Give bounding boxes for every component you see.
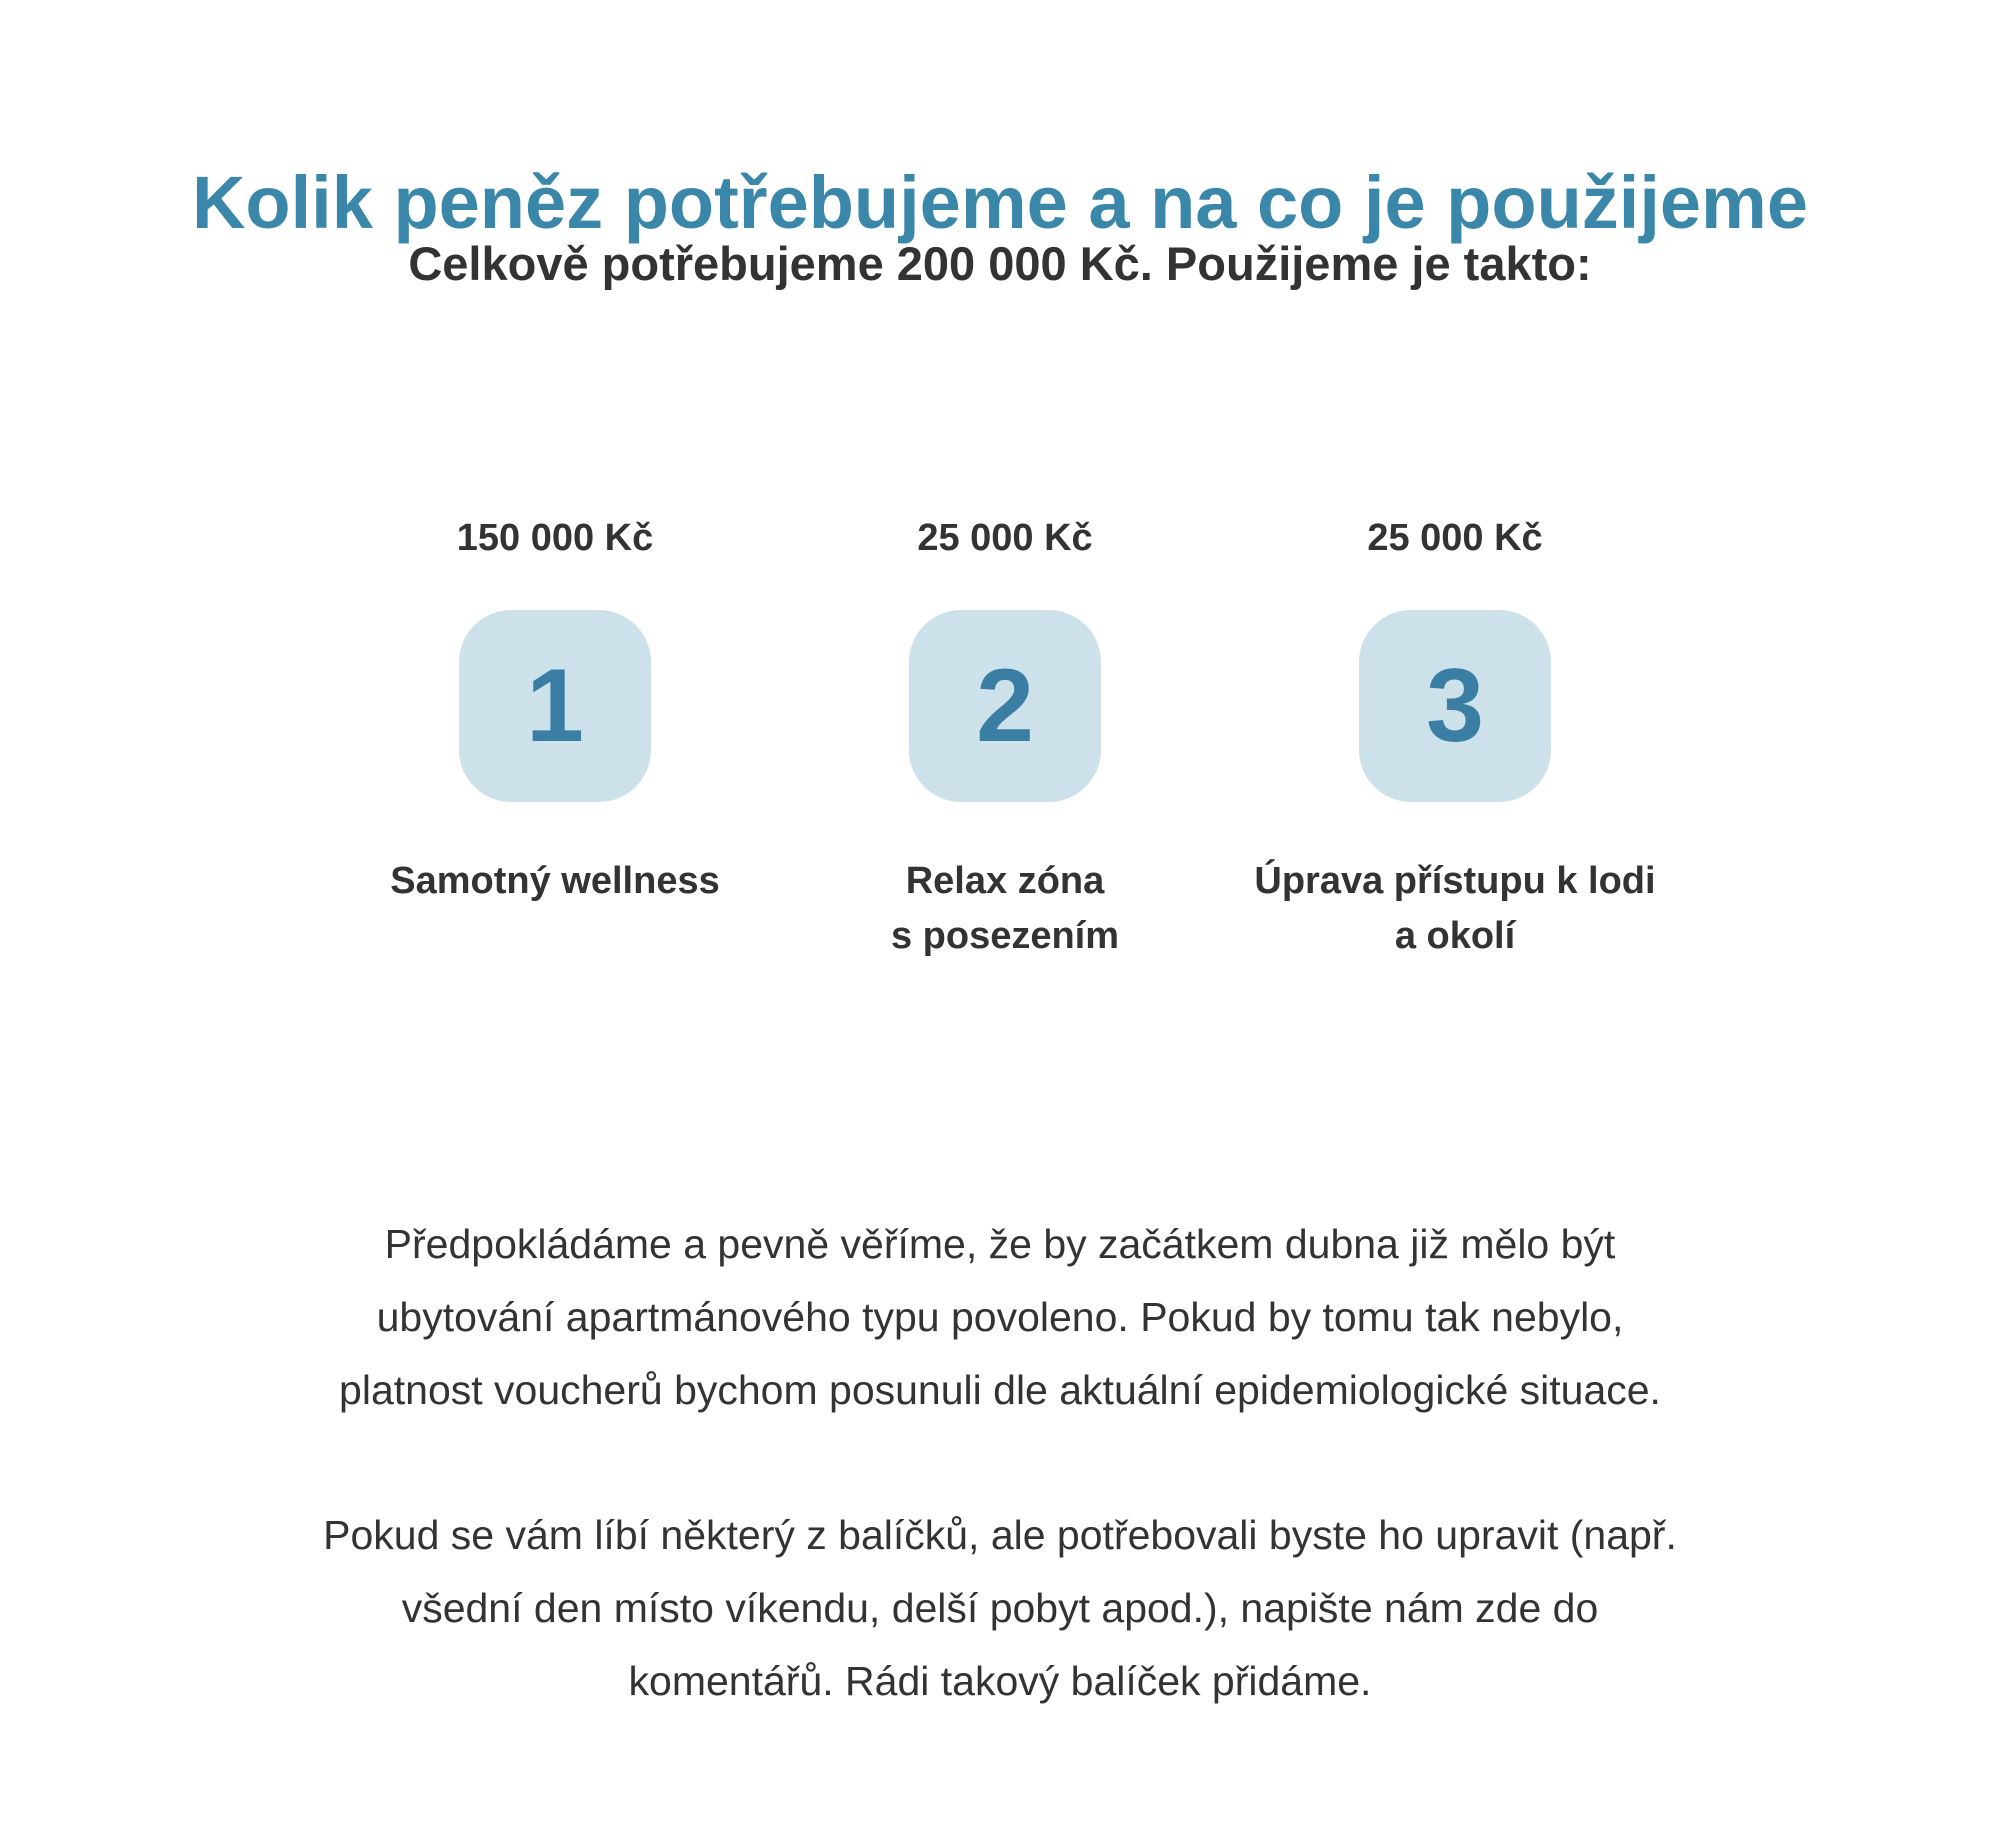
step-item-2 [785, 510, 1225, 964]
step-amount: 150 000 Kč [456, 517, 654, 559]
info-paragraph-custom-package [250, 1499, 1750, 1718]
step-item-3 [1235, 510, 1675, 964]
page-title: Kolik peněz potřebujeme a na co je použijeme [191, 160, 1809, 244]
page-subtitle: Celkově potřebujeme 200 000 Kč. Použijeme je takto: [408, 237, 1592, 290]
paragraph-line: Předpokládáme a pevně věříme, že by začátkem dubna již mělo být [384, 1221, 1616, 1267]
paragraph-line: platnost voucherů bychom posunuli dle aktuální epidemiologické situace. [339, 1367, 1661, 1413]
step-amount: 25 000 Kč [1367, 517, 1543, 559]
step-label: Relax zóna s posezením [890, 860, 1120, 957]
paragraph-line: komentářů. Rádi takový balíček přidáme. [628, 1658, 1372, 1704]
paragraph-line: ubytování apartmánového typu povoleno. Pokud by tomu tak nebylo, [376, 1294, 1624, 1340]
step-number-badge: 1 [459, 610, 651, 802]
step-amount: 25 000 Kč [917, 517, 1093, 559]
step-number-badge: 3 [1359, 610, 1551, 802]
step-number-badge: 2 [909, 610, 1101, 802]
paragraph-line: Pokud se vám líbí některý z balíčků, ale potřebovali byste ho upravit (např. [323, 1512, 1677, 1558]
step-label: Samotný wellness [390, 860, 720, 902]
info-paragraph-availability [250, 1208, 1750, 1427]
step-item-1 [335, 510, 775, 909]
paragraph-line: všední den místo víkendu, delší pobyt apod.), napište nám zde do [401, 1585, 1599, 1631]
step-label: Úprava přístupu k lodi a okolí [1254, 860, 1656, 957]
